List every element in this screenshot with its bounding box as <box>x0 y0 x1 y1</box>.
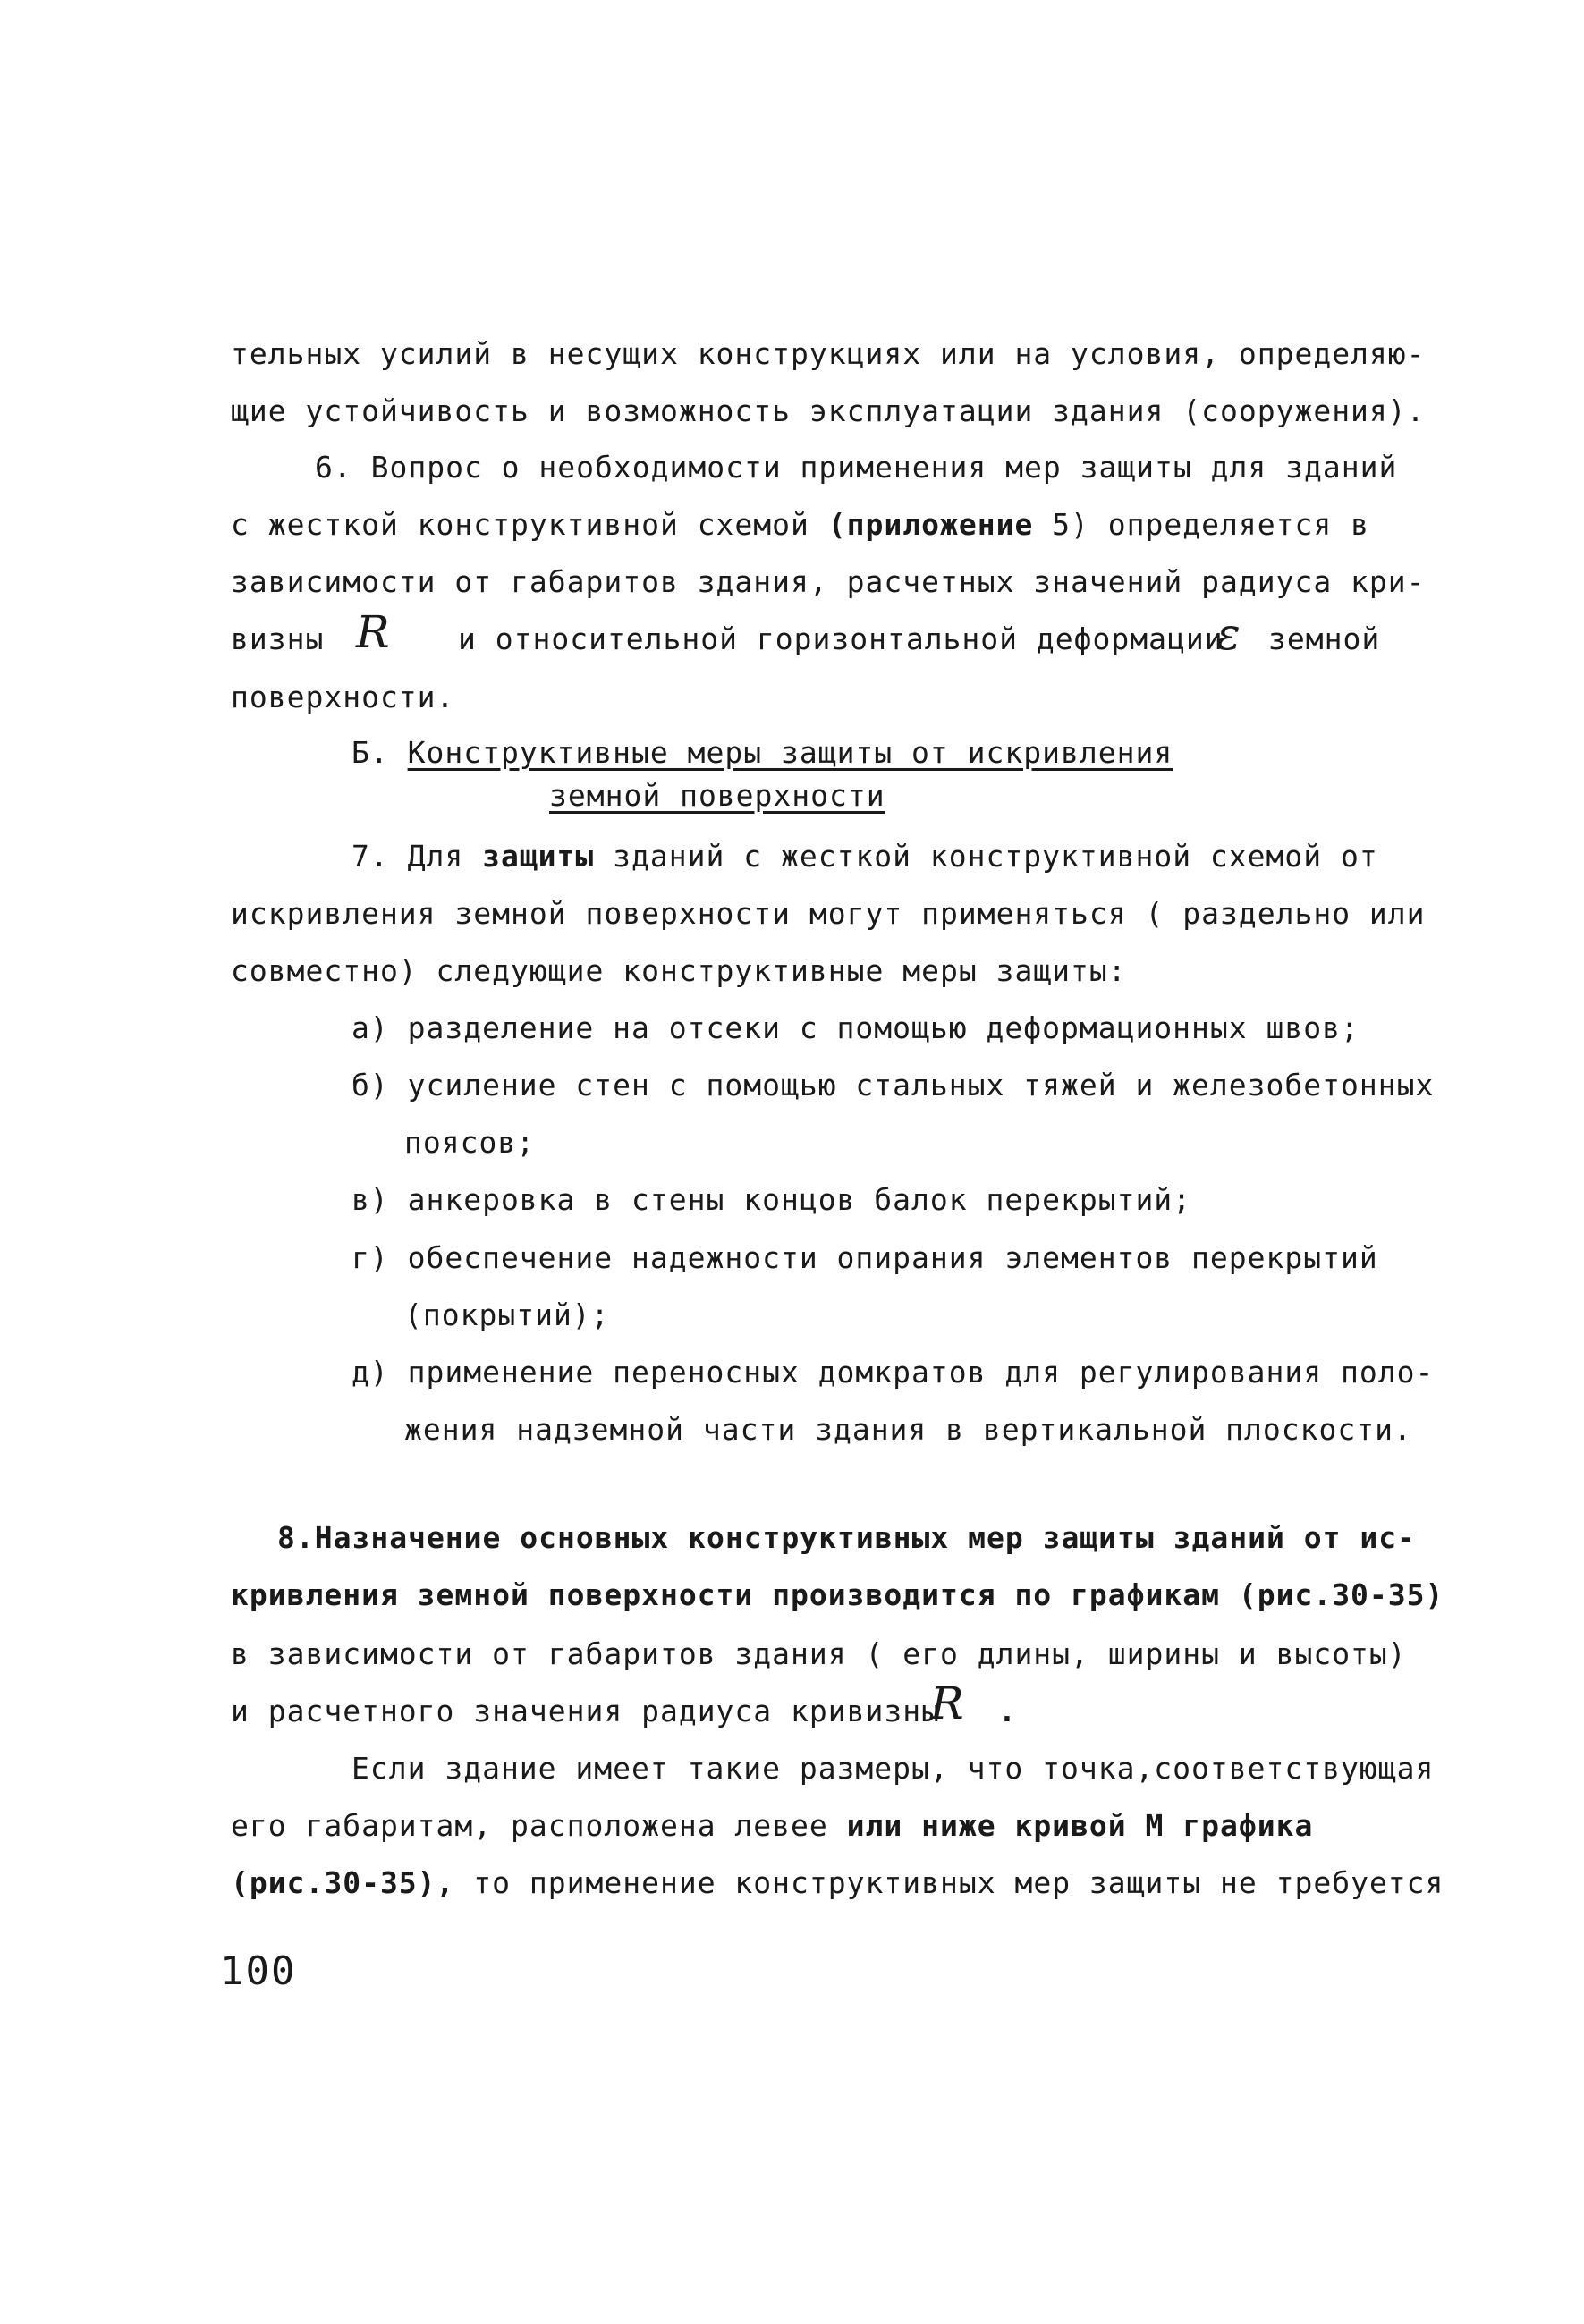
text-line: земной <box>1268 621 1381 656</box>
text-line: искривления земной поверхности могут применяться ( раздельно или <box>231 896 1426 931</box>
bold-phrase: или ниже кривой М графика <box>846 1808 1314 1843</box>
list-item-d-cont: жения надземной части здания в вертикальной плоскости. <box>404 1412 1412 1447</box>
text-line: визны <box>231 621 325 656</box>
text-run: . <box>998 1694 1017 1728</box>
page-number: 100 <box>220 1948 297 1994</box>
list-item-g-cont: (покрытий); <box>404 1297 610 1332</box>
strain-symbol-epsilon: ε <box>1216 608 1241 660</box>
paragraph-9-line: Если здание имеет такие размеры, что точка,соответствующая <box>352 1751 1435 1786</box>
paragraph-8-line: кривления земной поверхности производится по графикам (рис.30-35) <box>231 1577 1444 1612</box>
figure-reference: (рис.30-35), <box>231 1865 455 1900</box>
text-line <box>231 1865 1444 1901</box>
text-run: с жесткой конструктивной схемой <box>231 507 828 542</box>
list-item-g: г) обеспечение надежности опирания элементов перекрытий <box>352 1240 1378 1275</box>
text-line: совместно) следующие конструктивные меры защиты: <box>231 953 1127 988</box>
text-line: тельных усилий в несущих конструкциях или на условия, определяю- <box>231 336 1426 371</box>
bold-word: защиты <box>482 839 595 874</box>
text-line <box>231 507 1369 543</box>
section-heading <box>352 735 1173 771</box>
text-run: его габаритам, расположена левее <box>231 1808 847 1843</box>
list-item-d: д) применение переносных домкратов для регулирования поло- <box>352 1355 1435 1390</box>
text-line: зависимости от габаритов здания, расчетных значений радиуса кри- <box>231 564 1426 599</box>
text-line: и относительной горизонтальной деформации <box>458 621 1224 656</box>
paragraph-6-line: 6. Вопрос о необходимости применения мер защиты для зданий <box>315 450 1398 485</box>
text-line: поверхности. <box>231 680 455 714</box>
list-item-b-cont: поясов; <box>404 1125 536 1160</box>
text-line: в зависимости от габаритов здания ( его длины, ширины и высоты) <box>231 1636 1407 1671</box>
text-line: щие устойчивость и возможность эксплуатации здания (сооружения). <box>231 393 1426 428</box>
text-run: то применение конструктивных мер защиты не требуется <box>454 1865 1444 1900</box>
paragraph-8-line: 8.Назначение основных конструктивных мер защиты зданий от ис- <box>277 1520 1416 1555</box>
annex-reference: (приложение <box>827 507 1034 542</box>
section-title: Конструктивные меры защиты от искривления <box>407 735 1173 770</box>
text-line <box>231 1808 1313 1844</box>
radius-symbol-r: R <box>930 1678 964 1729</box>
text-run: 7. Для <box>352 839 483 874</box>
list-item-a: а) разделение на отсеки с помощью деформационных швов; <box>352 1010 1360 1045</box>
text-line: и расчетного значения радиуса кривизны <box>231 1694 940 1728</box>
list-item-v: в) анкеровка в стены концов балок перекрытий; <box>352 1182 1192 1217</box>
section-title-line-2: земной поверхности <box>549 778 885 813</box>
list-item-b: б) усиление стен с помощью стальных тяжей и железобетонных <box>352 1068 1435 1103</box>
section-letter: Б. <box>352 735 408 770</box>
radius-symbol-r: R <box>356 606 390 658</box>
text-run: 5) определяется в <box>1033 507 1369 542</box>
paragraph-7-line <box>352 839 1378 875</box>
text-run: зданий с жесткой конструктивной схемой от <box>594 839 1378 874</box>
